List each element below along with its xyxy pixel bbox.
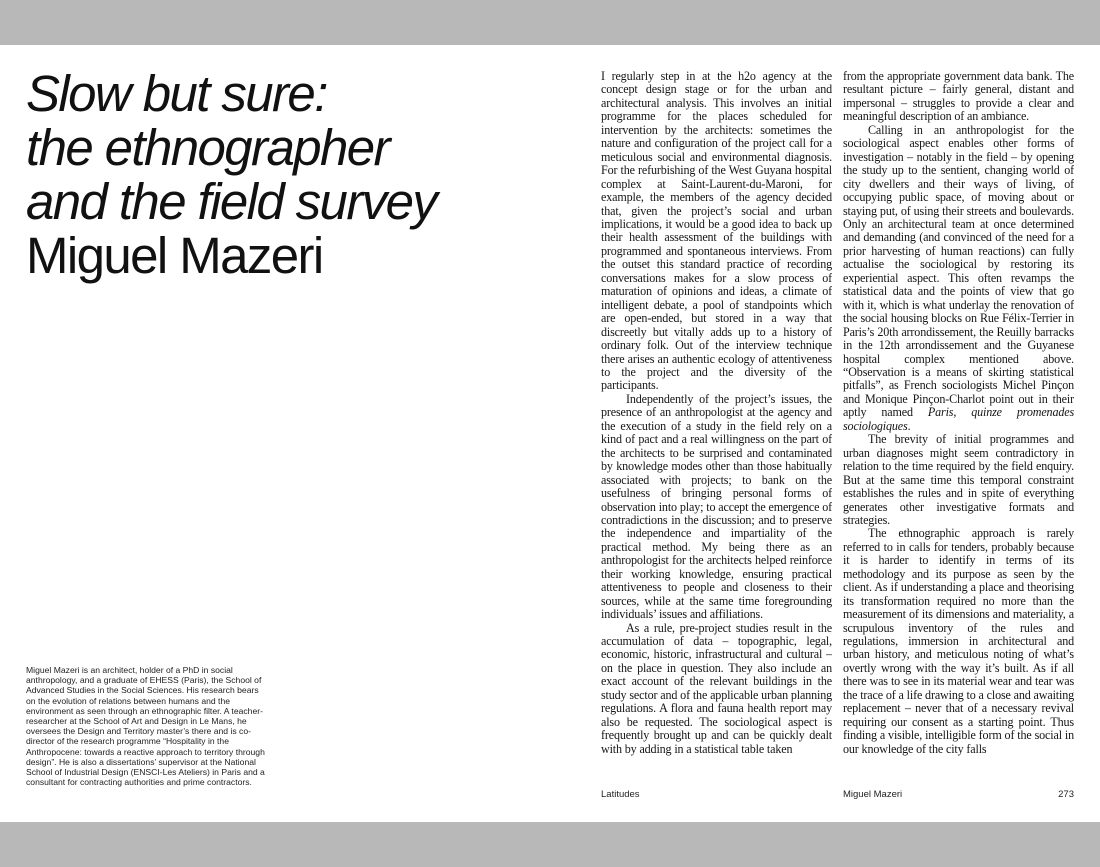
paragraph-text: Calling in an anthropologist for the sociological aspect enables other forms of investigation – notably in the field – by opening the study up to the sentient, changing world of city dwellers and their ways of living, of occupying public space, of moving about or staying put, of using their streets and boulevards. Only an architectural team at once determined and demanding (and convinced of the need for a prior harvesting of human reactions) can fully actualise the sociological by restoring its experiential aspect. This often revamps the statistical data and the points of view that go with it, which is what underlay the renovation of the social housing blocks on Rue Félix-Terrier in Paris’s 20th arrondissement, the Reuilly barracks in the 12th arrondissement and the Guyanese hospital complex mentioned above. “Observation is a means of skirting statistical pitfalls”, as French sociologists Michel Pinçon and Monique Pinçon-Charlot point out in their aptly named bbox=[843, 122, 1074, 420]
top-background-band bbox=[0, 0, 1100, 45]
paragraph: I regularly step in at the h2o agency at the concept design stage or for the urban and architectural analysis. This involves an initial programme for the places scheduled for intervention by the architects: sometimes the nature and configuration of the project call for a meticulous social and environmental diagnosis. For the refurbishing of the West Guyana hospital complex at Saint-Laurent-du-Maroni, for example, the members of the agency decided that, given the project’s social and urban implications, it would be a good idea to back up their health assessment of the buildings with programmed and spontaneous interviews. From the outset this standard practice of recording conversations makes for a slow process of maturation of opinions and ideas, a climate of intelligent debate, a pool of standpoints which are open-ended, but stored in a way that discreetly but vitally adds up to a history of ordinary folk. Out of the interview technique there arises an authentic ecology of attentiveness to the project and the diversity of the participants. bbox=[601, 70, 832, 393]
paragraph-end: . bbox=[907, 418, 911, 433]
paragraph: The brevity of initial programmes and urban diagnoses might seem contradictory in relation to the time required by the field enquiry. But at the same time this temporal constraint establishes the rules and in spite of everything generates other investigative formats and strategies. bbox=[843, 432, 1074, 527]
article-title bbox=[26, 67, 546, 283]
paragraph: As a rule, pre-project studies result in the accumulation of data – topographic, legal, economic, historic, infrastructural and cultural – on the place in question. They also include an exact account of the relevant buildings in the study sector and of the applicable urban planning regulations. A flora and fauna health report may also be requested. The sociological aspect is frequently brought up and can be quickly dealt with by adding in a statistical table taken bbox=[601, 620, 832, 756]
title-line-3: and the field survey bbox=[26, 173, 437, 230]
text-column-right bbox=[843, 70, 1074, 770]
title-line-2: the ethnographer bbox=[26, 119, 389, 176]
book-title: Paris, quinze promenades sociologiques bbox=[843, 405, 1074, 433]
page-spread bbox=[0, 45, 1100, 822]
title-line-1: Slow but sure: bbox=[26, 65, 327, 122]
footer-author-name: Miguel Mazeri bbox=[843, 789, 903, 800]
text-column-left bbox=[601, 70, 832, 770]
footer-section-name: Latitudes bbox=[601, 789, 640, 800]
paragraph: Independently of the project’s issues, the presence of an anthropologist at the agency and the execution of a study in the field rely on a kind of pact and a real willingness on the part of the architects to be surprised and contaminated by knowledge modes other than those habitually associated with projects; to bank on the usefulness of bringing personal forms of observation into play; to accept the emergence of contradictions in the discussion; and to preserve the independence and impartiality of the practical method. My being there as an anthropologist for the architects helped reinforce their working knowledge, ensuring practical attentiveness to people and closeness to their sources, while at the same time foregrounding individuals’ issues and affiliations. bbox=[601, 391, 832, 622]
title-author: Miguel Mazeri bbox=[26, 227, 323, 284]
author-bio: Miguel Mazeri is an architect, holder of a PhD in social anthropology, and a graduate of EHESS (Paris), the School of Advanced Studies in the Social Sciences. His research bears on the evolution of relations between humans and the environment as seen through an ethnographic filter. A teacher-researcher at the School of Art and Design in Le Mans, he oversees the Design and Territory master’s there and is co-director of the research programme “Hospitality in the Anthropocene: towards a reactive approach to territory through design”. He is also a dissertations’ supervisor at the National School of Industrial Design (ENSCI-Les Ateliers) in Paris and a consultant for contracting authorities and prime contractors. bbox=[26, 665, 265, 788]
paragraph bbox=[843, 124, 1074, 433]
paragraph: from the appropriate government data bank. The resultant picture – fairly general, distant and impersonal – struggles to provide a clear and meaningful description of an ambiance. bbox=[843, 70, 1074, 124]
page-number: 273 bbox=[1058, 789, 1074, 800]
bottom-background-band bbox=[0, 822, 1100, 867]
paragraph: The ethnographic approach is rarely referred to in calls for tenders, probably because it is harder to identify in terms of its methodology and its purpose as seen by the client. As if understanding a place and theorising its transformation required no more than the measurement of its dimensions and materiality, a scrupulous inventory of the rules and regulations, immersion in architectural and urban history, and meticulous noting of what’s overtly wrong with the way it’s built. As if all there was to see in its material wear and tear was the trace of a life drawing to a close and awaiting replacement – never that of a necessary revival requiring our consent as a starting point. Thus finding a visible, intelligible form of the social in our knowledge of the city falls bbox=[843, 526, 1074, 756]
